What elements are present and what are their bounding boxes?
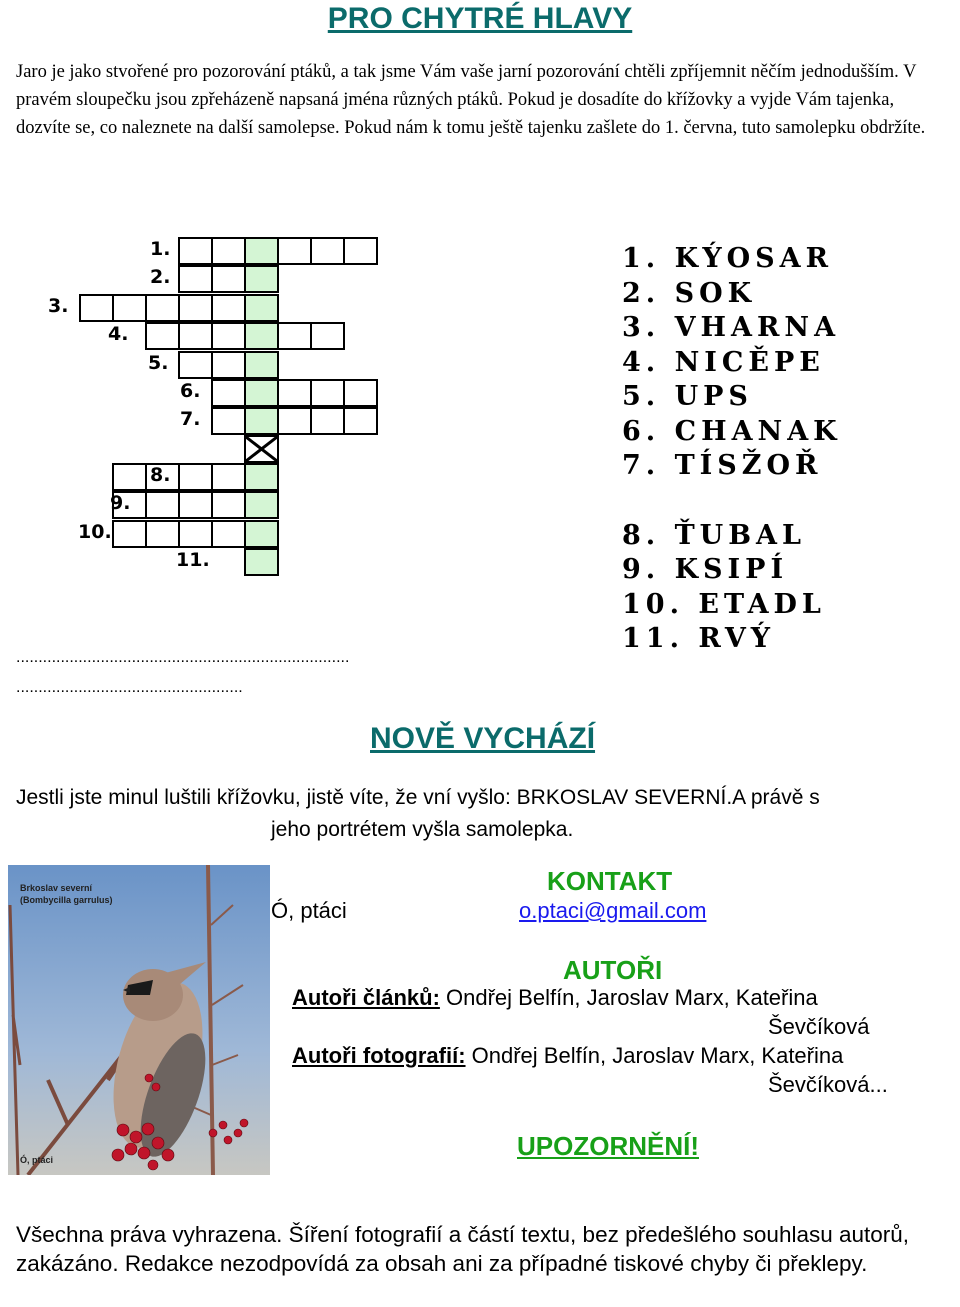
word-7: 7. TÍSŽOŘ (622, 450, 823, 481)
word-5: 5. UPS (622, 381, 753, 412)
crossword-cell[interactable] (178, 351, 213, 379)
word-11: 11. RVÝ (622, 623, 776, 654)
row-number-6: 6. (180, 380, 201, 402)
crossword-cell[interactable] (112, 520, 147, 548)
contact-email-link[interactable]: o.ptaci@gmail.com (519, 898, 707, 923)
crossword-cell[interactable] (211, 491, 246, 519)
secret-cell[interactable] (244, 548, 279, 576)
secret-cell[interactable] (244, 407, 279, 435)
article-authors-continued: Ševčíková (768, 1014, 870, 1039)
answer-line: ........................................................................... (16, 649, 350, 666)
crossword-cell[interactable] (310, 322, 345, 350)
article-authors-names: Ondřej Belfín, Jaroslav Marx, Kateřina (439, 985, 818, 1010)
authors-heading: AUTOŘI (563, 955, 663, 985)
crossword-cell[interactable] (178, 322, 213, 350)
photo-caption-latin: (Bombycilla garrulus) (20, 895, 113, 905)
crossword-cell[interactable] (211, 294, 246, 322)
contact-name: Ó, ptáci (271, 898, 347, 923)
contact-heading: KONTAKT (547, 866, 673, 896)
warning-heading: UPOZORNĚNÍ! (517, 1131, 699, 1161)
photo-caption-name: Brkoslav severní (20, 883, 93, 893)
crossword-cell[interactable] (112, 294, 147, 322)
new-release-heading: NOVĚ VYCHÁZÍ (370, 722, 596, 755)
crossword-cell[interactable] (211, 351, 246, 379)
crossword-cell[interactable] (310, 379, 345, 407)
secret-cell[interactable] (244, 294, 279, 322)
crossword-cell[interactable] (178, 294, 213, 322)
new-release-text-continued: jeho portrétem vyšla samolepka. (271, 818, 574, 841)
page-title: PRO CHYTRÉ HLAVY (327, 2, 633, 35)
waxwing-image (8, 865, 270, 1175)
article-authors (292, 985, 818, 1011)
crossword-cell[interactable] (277, 322, 312, 350)
crossword-cell[interactable] (178, 463, 213, 491)
secret-cell[interactable] (244, 379, 279, 407)
row-number-7: 7. (180, 408, 201, 430)
row-number-4: 4. (108, 323, 129, 345)
row-number-5: 5. (148, 352, 169, 374)
row-number-3: 3. (48, 295, 69, 317)
secret-cell[interactable] (244, 322, 279, 350)
row-number-9: 9. (110, 492, 131, 514)
crossword-cell[interactable] (178, 520, 213, 548)
secret-cell[interactable] (244, 491, 279, 519)
word-10: 10. ETADL (622, 588, 826, 620)
word-9: 9. KSIPÍ (622, 554, 789, 585)
intro-paragraph: Jaro je jako stvořené pro pozorování ptáků, a tak jsme Vám vaše jarní pozorování chtěli zpříjemnit něčím jednodušším. V pravém sloupečku jsou zpřeházeně napsaná jména různých ptáků. Pokud je dosadíte do křížovky a vyjde Vám tajenka, dozvíte se, co naleznete na další samolepse. Pokud nám k tomu ještě tajenku zašlete do 1. června, tuto samolepku obdržíte. (16, 62, 926, 138)
scrambled-word-list (622, 242, 842, 657)
crossword-cell[interactable] (178, 491, 213, 519)
crossword-cell[interactable] (211, 379, 246, 407)
photo-caption-credit: Ó, ptáci (20, 1155, 54, 1165)
crossword-cell[interactable] (343, 237, 378, 265)
secret-cell[interactable] (244, 265, 279, 293)
photo-authors-continued: Ševčíková... (768, 1072, 888, 1097)
crossword-cell[interactable] (211, 463, 246, 491)
crossword-cell[interactable] (178, 265, 213, 293)
word-8: 8. ŤUBAL (622, 519, 806, 551)
crossword-cell[interactable] (211, 520, 246, 548)
crossword-cell[interactable] (145, 322, 180, 350)
crossword-cell[interactable] (178, 237, 213, 265)
cross-mark-icon (246, 437, 277, 461)
crossword-cell[interactable] (211, 237, 246, 265)
secret-cell[interactable] (244, 351, 279, 379)
answer-line-continued: ................................................... (16, 679, 243, 696)
row-number-1: 1. (150, 238, 171, 260)
row-number-8: 8. (150, 464, 171, 486)
photo-authors-label: Autoři fotografií: (292, 1043, 466, 1068)
crossword-cell[interactable] (277, 237, 312, 265)
word-1: 1. KÝOSAR (622, 243, 834, 274)
blocked-cell (244, 435, 279, 463)
bird-photo (8, 865, 270, 1175)
crossword-cell[interactable] (343, 379, 378, 407)
footer-disclaimer: Všechna práva vyhrazena. Šíření fotografií a částí textu, bez předešlého souhlasu autorů, zakázáno. Redakce nezodpovídá za obsah ani za případné tiskové chyby či překlepy. (16, 1222, 910, 1276)
new-release-text: Jestli jste minul luštili křížovku, jistě víte, že vní vyšlo: BRKOSLAV SEVERNÍ.A právě s (16, 786, 820, 809)
article-authors-label: Autoři článků: (292, 985, 440, 1010)
crossword-cell[interactable] (79, 294, 114, 322)
crossword-cell[interactable] (145, 520, 180, 548)
row-number-11: 11. (176, 549, 210, 571)
crossword-cell[interactable] (277, 379, 312, 407)
crossword-cell[interactable] (112, 463, 147, 491)
crossword-cell[interactable] (343, 407, 378, 435)
secret-cell[interactable] (244, 463, 279, 491)
crossword-cell[interactable] (211, 265, 246, 293)
photo-authors (292, 1043, 843, 1069)
word-6: 6. CHANAK (622, 415, 842, 447)
crossword-cell[interactable] (277, 407, 312, 435)
row-number-10: 10. (78, 521, 112, 543)
word-3: 3. VHARNA (622, 312, 841, 343)
row-number-2: 2. (150, 266, 171, 288)
crossword-cell[interactable] (211, 407, 246, 435)
crossword-cell[interactable] (145, 491, 180, 519)
secret-cell[interactable] (244, 520, 279, 548)
word-4: 4. NICĚPE (622, 346, 825, 378)
photo-authors-names: Ondřej Belfín, Jaroslav Marx, Kateřina (465, 1043, 844, 1068)
crossword-cell[interactable] (310, 407, 345, 435)
secret-cell[interactable] (244, 237, 279, 265)
crossword-cell[interactable] (310, 237, 345, 265)
word-2: 2. SOK (622, 277, 757, 309)
crossword-cell[interactable] (211, 322, 246, 350)
crossword-cell[interactable] (145, 294, 180, 322)
